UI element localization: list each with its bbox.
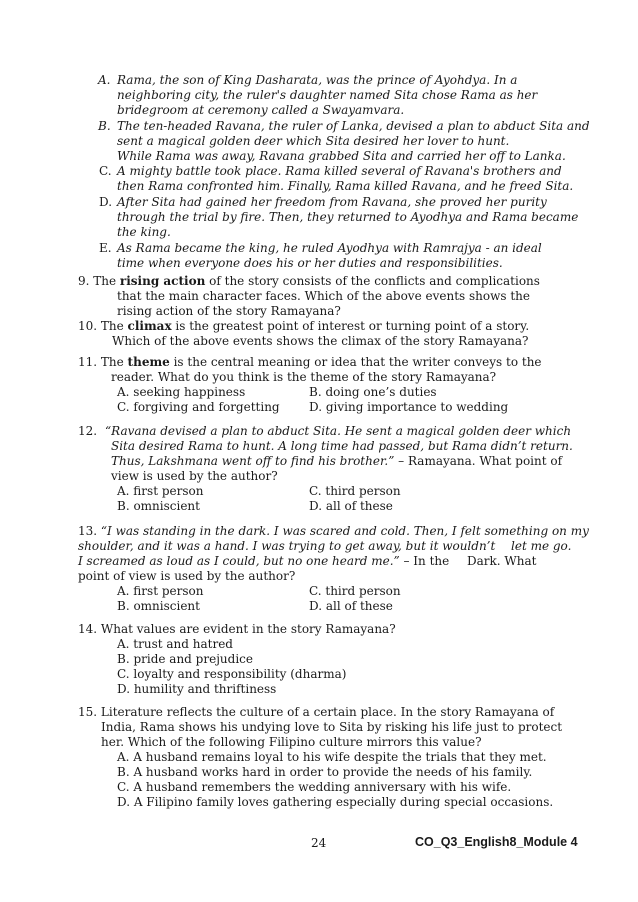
- question-15-line: her. Which of the following Filipino culture mirrors this value?: [101, 735, 482, 749]
- option-a: A. first person: [117, 584, 204, 598]
- event-b-line: sent a magical golden deer which Sita desired her lover to hunt.: [117, 134, 510, 148]
- option-d: D. all of these: [309, 599, 393, 613]
- question-14-line: 14. What values are evident in the story Ramayana?: [78, 622, 396, 636]
- question-12-number: 12.: [78, 424, 98, 438]
- question-11-text: is the central meaning or idea that the writer conveys to the: [169, 355, 542, 369]
- question-15-line: India, Rama shows his undying love to Sita by risking his life just to protect: [101, 720, 563, 734]
- question-13-line: [78, 554, 449, 569]
- question-15-line: 15. Literature reflects the culture of a certain place. In the story Ramayana of: [78, 705, 555, 719]
- option-d: D. A Filipino family loves gathering especially during special occasions.: [117, 795, 554, 809]
- question-9-line: rising action of the story Ramayana?: [117, 304, 341, 318]
- option-a: A. trust and hatred: [117, 637, 233, 651]
- question-11-prefix: 11. The: [78, 355, 128, 369]
- question-9-prefix: 9. The: [78, 274, 120, 288]
- event-c-letter: C.: [99, 164, 112, 178]
- option-c: C. third person: [309, 584, 401, 598]
- option-b: B. A husband works hard in order to provide the needs of his family.: [117, 765, 533, 779]
- quote-end: I screamed as loud as I could, but no one heard me.”: [78, 554, 400, 568]
- option-d: D. humility and thriftiness: [117, 682, 277, 696]
- question-11-line: [78, 355, 542, 370]
- quote-line: “I was standing in the dark. I was scared and cold. Then, I felt something on my: [100, 524, 589, 538]
- term-rising-action: rising action: [119, 274, 206, 288]
- question-13-line-end: let me go.: [511, 539, 572, 553]
- option-c: C. loyalty and responsibility (dharma): [117, 667, 347, 681]
- question-10-prefix: 10. The: [78, 319, 128, 333]
- question-12-line: [111, 454, 562, 469]
- term-theme: theme: [127, 355, 170, 369]
- option-a: A. seeking happiness: [117, 385, 246, 399]
- event-c-line: A mighty battle took place. Rama killed several of Ravana's brothers and: [117, 164, 562, 178]
- event-b-line: The ten-headed Ravana, the ruler of Lanka, devised a plan to abduct Sita and: [117, 119, 590, 133]
- question-9-line: [78, 274, 540, 289]
- option-b: B. doing one’s duties: [309, 385, 437, 399]
- option-c: C. A husband remembers the wedding anniversary with his wife.: [117, 780, 512, 794]
- question-12-line: Sita desired Rama to hunt. A long time had passed, but Rama didn’t return.: [111, 439, 573, 453]
- question-13-number: 13.: [78, 524, 101, 538]
- option-c: C. forgiving and forgetting: [117, 400, 280, 414]
- event-b-letter: B.: [98, 119, 111, 133]
- event-a-line: bridegroom at ceremony called a Swayamvara.: [117, 103, 405, 117]
- quote-source-end: Dark. What: [467, 554, 537, 568]
- question-9-text: of the story consists of the conflicts and complications: [205, 274, 540, 288]
- question-9-line: that the main character faces. Which of the above events shows the: [117, 289, 530, 303]
- event-b-line: While Rama was away, Ravana grabbed Sita and carried her off to Lanka.: [117, 149, 566, 163]
- quote-source: – In the: [399, 554, 450, 568]
- option-b: B. omniscient: [117, 499, 200, 513]
- option-b: B. omniscient: [117, 599, 200, 613]
- question-10-line: [78, 319, 529, 334]
- event-e-line: time when everyone does his or her duties and responsibilities.: [117, 256, 503, 270]
- event-a-line: Rama, the son of King Dasharata, was the prince of Ayohdya. In a: [117, 73, 518, 87]
- option-d: D. giving importance to wedding: [309, 400, 509, 414]
- event-d-line: the king.: [117, 225, 171, 239]
- event-e-line: As Rama became the king, he ruled Ayodhya with Ramrajya - an ideal: [117, 241, 542, 255]
- event-a-line: neighboring city, the ruler's daughter named Sita chose Rama as her: [117, 88, 538, 102]
- option-b: B. pride and prejudice: [117, 652, 253, 666]
- option-c: C. third person: [309, 484, 401, 498]
- quote-source: – Ramayana. What point of: [394, 454, 563, 468]
- question-13-line: point of view is used by the author?: [78, 569, 296, 583]
- question-10-text: is the greatest point of interest or turning point of a story.: [171, 319, 530, 333]
- event-d-line: After Sita had gained her freedom from Ravana, she proved her purity: [117, 195, 547, 209]
- module-code: CO_Q3_English8_Module 4: [415, 835, 578, 849]
- event-c-line: then Rama confronted him. Finally, Rama killed Ravana, and he freed Sita.: [117, 179, 574, 193]
- term-climax: climax: [127, 319, 172, 333]
- question-13-line: [78, 524, 589, 539]
- option-d: D. all of these: [309, 499, 393, 513]
- event-d-letter: D.: [99, 195, 113, 209]
- question-10-line: Which of the above events shows the climax of the story Ramayana?: [112, 334, 529, 348]
- event-a-letter: A.: [98, 73, 111, 87]
- event-e-letter: E.: [99, 241, 112, 255]
- question-13-line: shoulder, and it was a hand. I was trying to get away, but it wouldn’t: [78, 539, 496, 553]
- event-d-line: through the trial by fire. Then, they returned to Ayodhya and Rama became: [117, 210, 579, 224]
- question-12-line: “Ravana devised a plan to abduct Sita. He sent a magical golden deer which: [105, 424, 572, 438]
- quote-end: Thus, Lakshmana went off to find his brother.”: [111, 454, 395, 468]
- option-a: A. first person: [117, 484, 204, 498]
- question-11-line: reader. What do you think is the theme of the story Ramayana?: [111, 370, 497, 384]
- page-number: 24: [311, 836, 327, 850]
- option-a: A. A husband remains loyal to his wife despite the trials that they met.: [117, 750, 547, 764]
- question-12-line: view is used by the author?: [111, 469, 278, 483]
